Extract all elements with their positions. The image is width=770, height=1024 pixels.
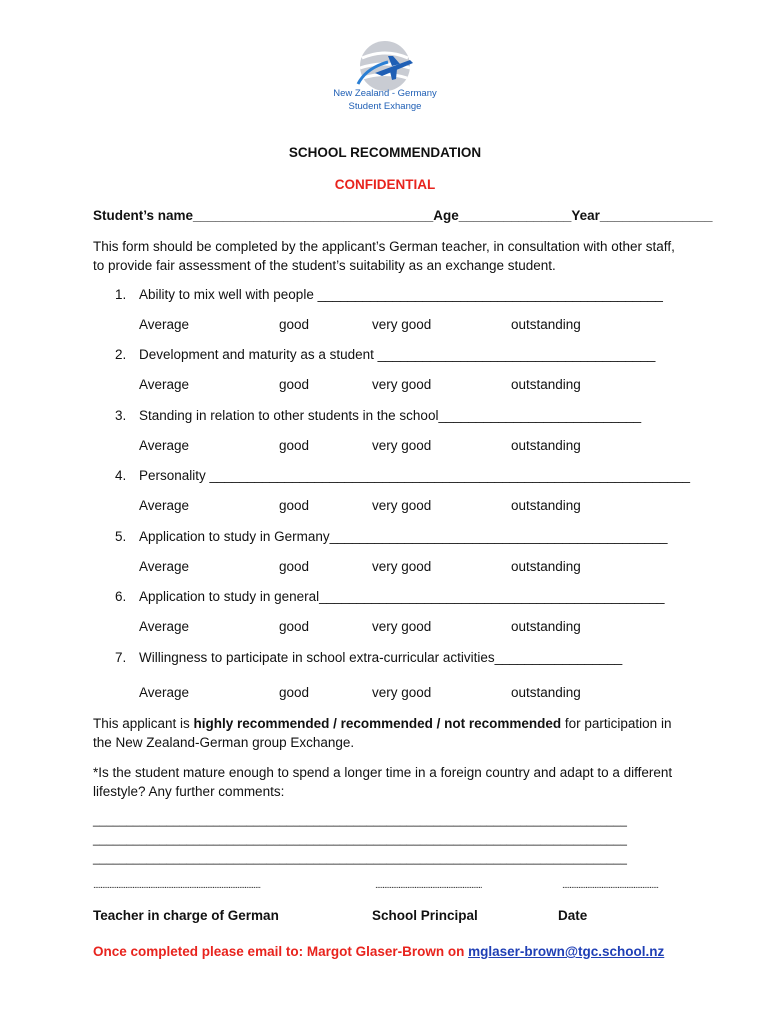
footer-prefix: Once completed please email to: Margot Glaser-Brown on xyxy=(93,944,469,959)
student-info-line: Student’s name________________________________Age_______________Year_______________ xyxy=(93,208,713,223)
option-outstanding[interactable]: outstanding xyxy=(511,559,581,574)
principal-label: School Principal xyxy=(372,908,478,923)
question-text: Standing in relation to other students in the school___________________________ xyxy=(139,408,642,423)
question-number: 5. xyxy=(115,529,127,544)
option-good[interactable]: good xyxy=(279,377,310,392)
recommend-prefix: This applicant is xyxy=(93,716,194,731)
option-average[interactable]: Average xyxy=(139,619,190,634)
option-average[interactable]: Average xyxy=(139,559,190,574)
email-link[interactable]: mglaser-brown@tgc.school.nz xyxy=(468,944,665,959)
option-very-good[interactable]: very good xyxy=(372,559,432,574)
option-average[interactable]: Average xyxy=(139,438,190,453)
option-average[interactable]: Average xyxy=(139,685,190,700)
question-text: Development and maturity as a student _____________________________________ xyxy=(139,347,656,362)
option-good[interactable]: good xyxy=(279,685,310,700)
option-good[interactable]: good xyxy=(279,498,310,513)
question-text: Application to study in general______________________________________________ xyxy=(139,589,665,604)
logo-line-2: Student Exhange xyxy=(348,101,422,112)
option-average[interactable]: Average xyxy=(139,377,190,392)
option-very-good[interactable]: very good xyxy=(372,438,432,453)
logo-line-1: New Zealand - Germany xyxy=(333,88,437,99)
option-outstanding[interactable]: outstanding xyxy=(511,377,581,392)
option-outstanding[interactable]: outstanding xyxy=(511,685,581,700)
option-very-good[interactable]: very good xyxy=(372,685,432,700)
option-very-good[interactable]: very good xyxy=(372,377,432,392)
recommend-suffix: for participation in the New Zealand-German group Exchange. xyxy=(93,716,672,750)
question-text: Ability to mix well with people ______________________________________________ xyxy=(139,287,663,302)
option-average[interactable]: Average xyxy=(139,317,190,332)
option-outstanding[interactable]: outstanding xyxy=(511,619,581,634)
teacher-signature-line[interactable]: .............................................................................................. xyxy=(93,880,261,891)
question-number: 4. xyxy=(115,468,127,483)
option-good[interactable]: good xyxy=(279,317,310,332)
date-label: Date xyxy=(558,908,588,923)
question-text: Application to study in Germany_____________________________________________ xyxy=(139,529,668,544)
page-title: SCHOOL RECOMMENDATION xyxy=(288,145,482,160)
option-very-good[interactable]: very good xyxy=(372,317,432,332)
question-number: 1. xyxy=(115,287,127,302)
option-good[interactable]: good xyxy=(279,559,310,574)
option-outstanding[interactable]: outstanding xyxy=(511,498,581,513)
option-very-good[interactable]: very good xyxy=(372,619,432,634)
option-outstanding[interactable]: outstanding xyxy=(511,317,581,332)
option-very-good[interactable]: very good xyxy=(372,498,432,513)
question-number: 3. xyxy=(115,408,127,423)
option-outstanding[interactable]: outstanding xyxy=(511,438,581,453)
recommendation-paragraph xyxy=(93,714,683,752)
comment-line-1[interactable]: ________________________________________________________________________________ xyxy=(93,813,627,827)
option-good[interactable]: good xyxy=(279,438,310,453)
confidential-label: CONFIDENTIAL xyxy=(334,177,436,192)
comment-line-2[interactable]: ________________________________________________________________________________ xyxy=(93,832,627,846)
maturity-question: *Is the student mature enough to spend a longer time in a foreign country and adapt to a different lifestyle? Any further comments: xyxy=(93,765,673,799)
principal-signature-line[interactable]: ............................................................ xyxy=(375,880,482,891)
teacher-label: Teacher in charge of German xyxy=(93,908,279,923)
footer-instruction xyxy=(93,944,664,959)
intro-paragraph: This form should be completed by the applicant’s German teacher, in consultation with other staff, to provide fair assessment of the student’s suitability as an exchange student. xyxy=(93,239,675,273)
option-average[interactable]: Average xyxy=(139,498,190,513)
question-number: 2. xyxy=(115,347,127,362)
question-number: 7. xyxy=(115,650,127,665)
question-number: 6. xyxy=(115,589,127,604)
question-text: Willingness to participate in school extra-curricular activities_________________ xyxy=(139,650,623,665)
question-text: Personality ________________________________________________________________ xyxy=(139,468,691,483)
option-good[interactable]: good xyxy=(279,619,310,634)
recommend-choices[interactable]: highly recommended / recommended / not recommended xyxy=(193,716,562,731)
date-line[interactable]: ...................................................... xyxy=(562,880,659,891)
comment-line-3[interactable]: ________________________________________________________________________________ xyxy=(93,851,627,865)
